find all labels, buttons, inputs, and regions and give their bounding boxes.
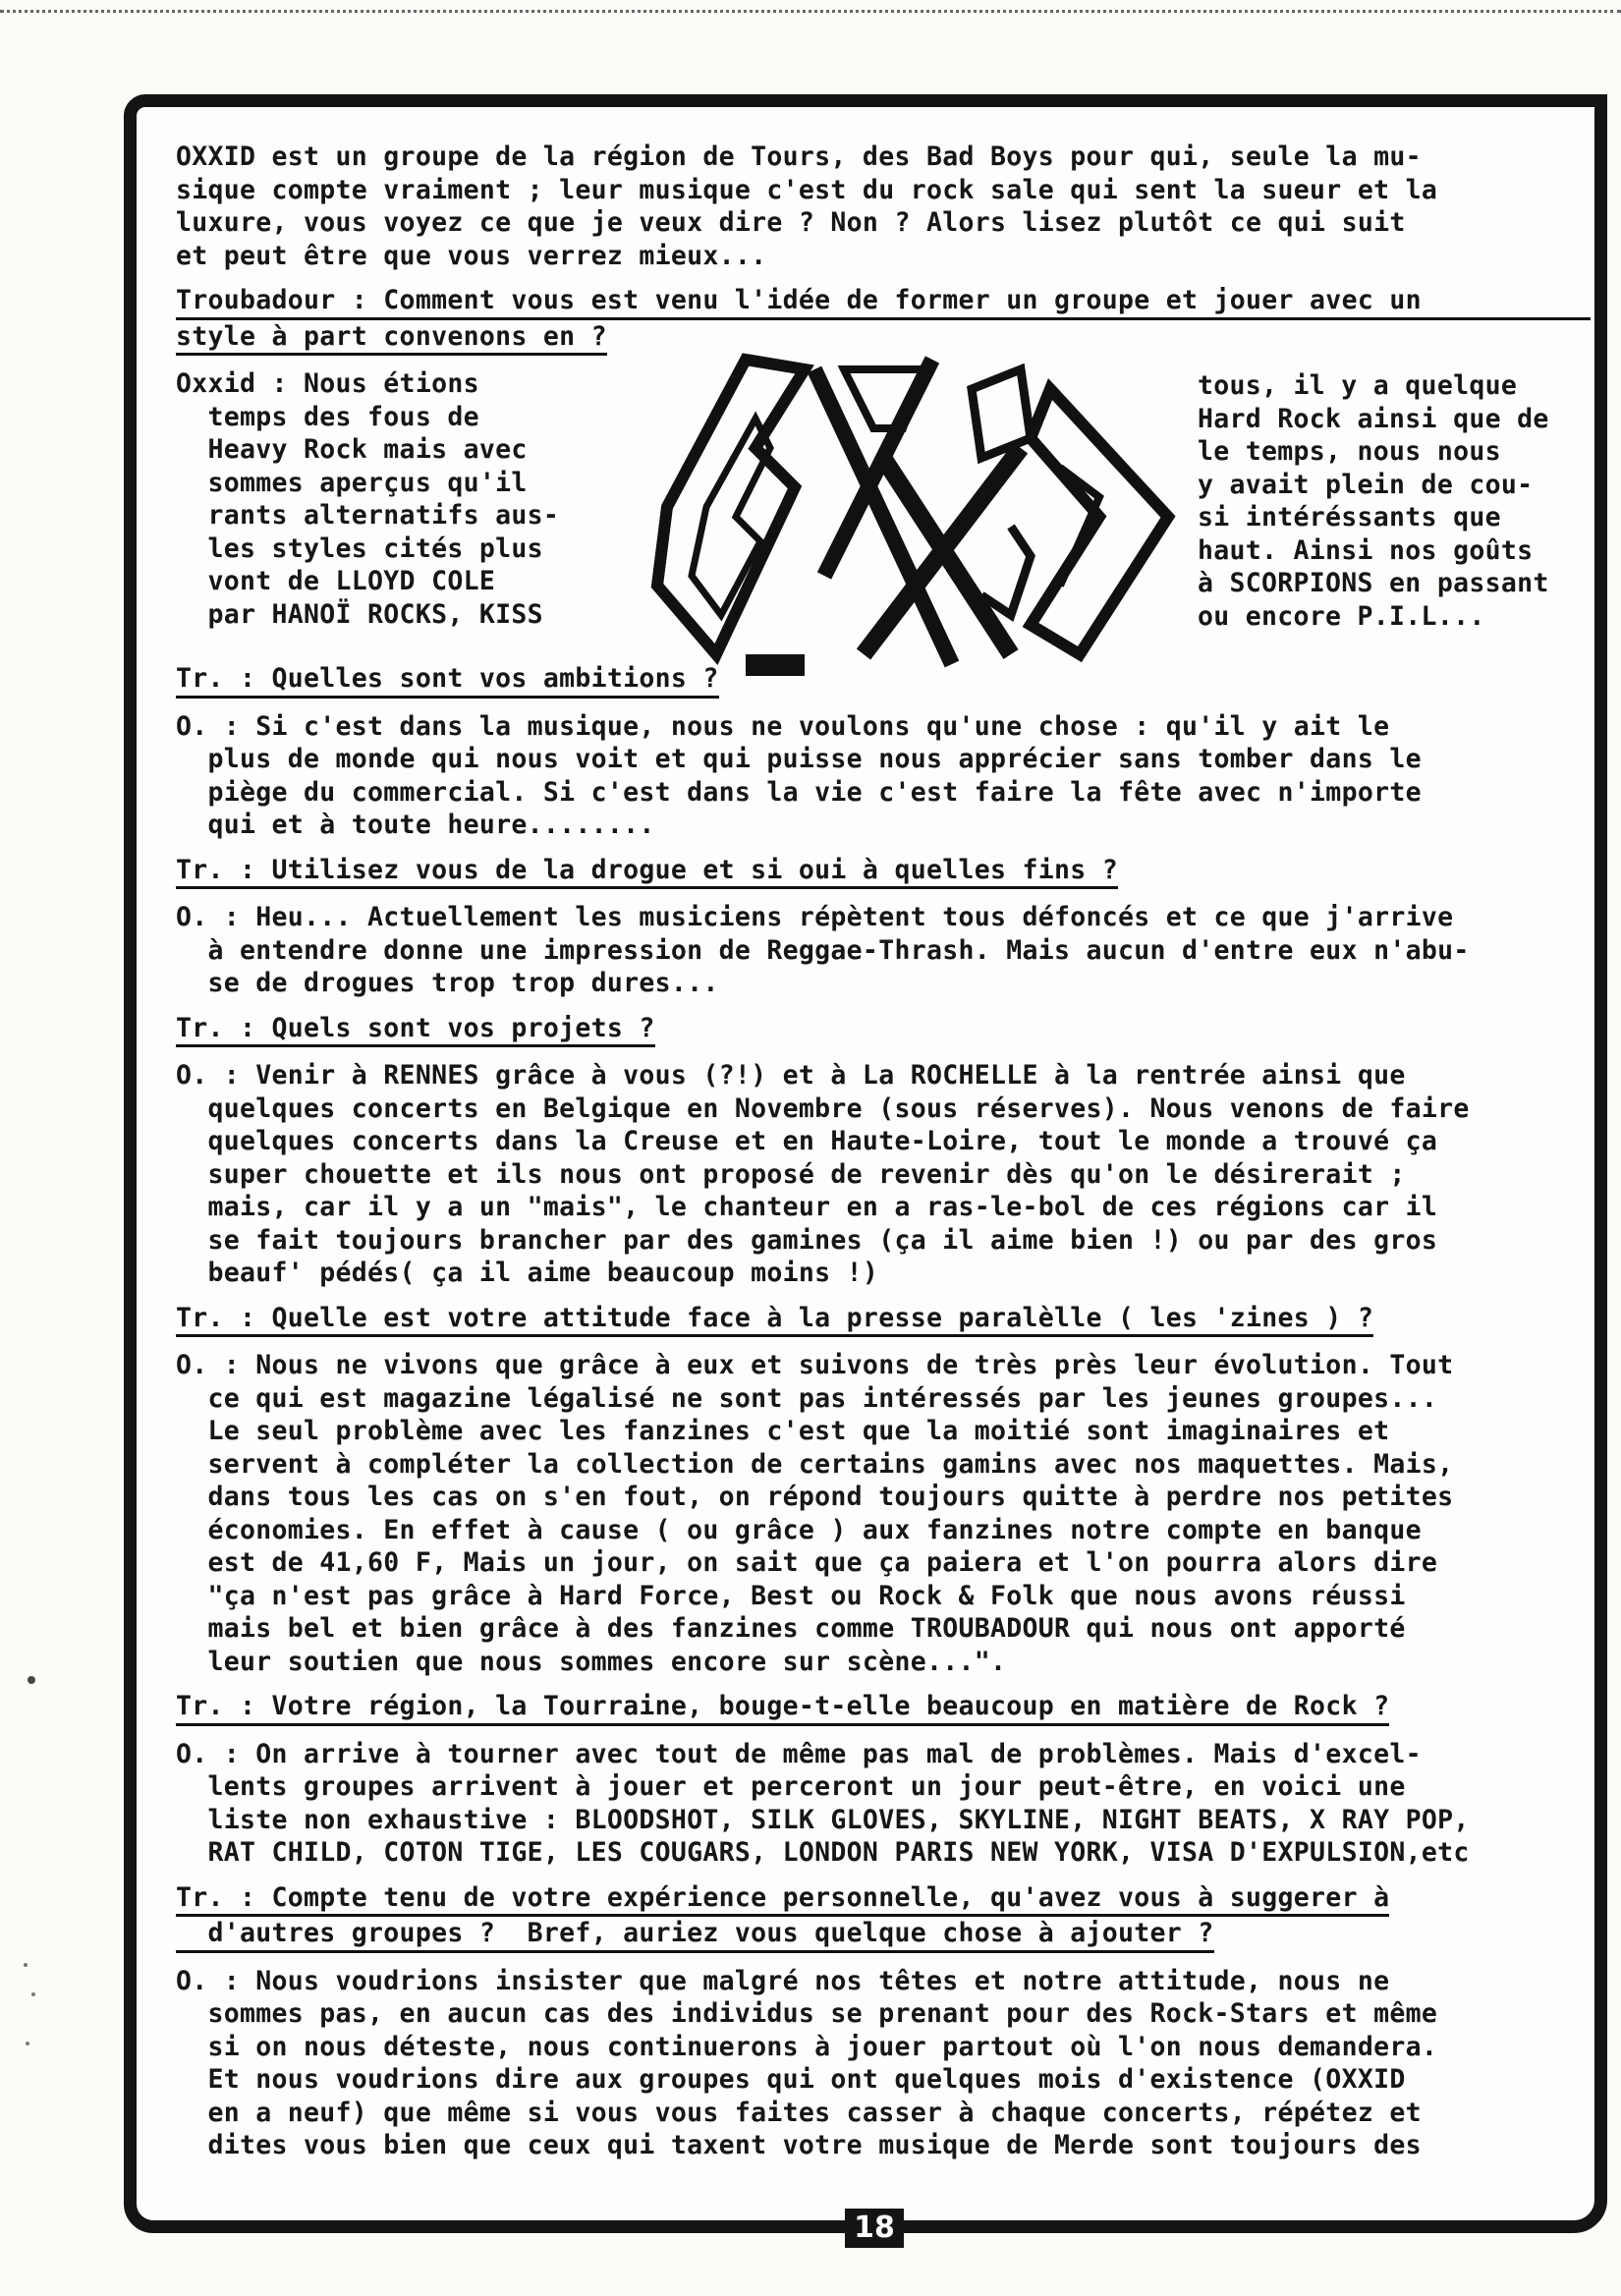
answer-line: en a neuf) que même si vous vous faites casser à chaque concerts, répétez et xyxy=(176,2097,1422,2128)
intro-line: et peut être que vous verrez mieux... xyxy=(176,240,767,271)
article-body xyxy=(176,140,1591,2162)
answer-line: quelques concerts en Belgique en Novembre (sous réserves). Nous venons de faire xyxy=(176,1092,1470,1124)
answer-line: ou encore P.I.L... xyxy=(1198,600,1485,632)
answer-line: Hard Rock ainsi que de xyxy=(1198,403,1549,434)
answer-line: si intéréssants que xyxy=(1198,502,1501,532)
answer-1-with-logo xyxy=(176,367,1591,662)
answer-line: O. : Heu... Actuellement les musiciens répètent tous défoncés et ce que j'arrive xyxy=(176,902,1454,932)
logo-letter-d xyxy=(1031,389,1168,654)
logo-letter-x2 xyxy=(864,448,1021,654)
question-4: Tr. : Quels sont vos projets ? xyxy=(176,1012,655,1048)
question-5: Tr. : Quelle est votre attitude face à la presse paralèlle ( les 'zines ) ? xyxy=(176,1302,1373,1338)
answer-6 xyxy=(176,1738,1591,1870)
answer-line: piège du commercial. Si c'est dans la vie c'est faire la fête avec n'importe xyxy=(176,776,1422,808)
answer-line: vont de LLOYD COLE xyxy=(176,566,496,596)
answer-line: le temps, nous nous xyxy=(1198,436,1501,467)
answer-line: dites vous bien que ceux qui taxent votre musique de Merde sont toujours des xyxy=(176,2130,1422,2160)
intro-paragraph xyxy=(176,140,1591,272)
answer-line: y avait plein de cou- xyxy=(1198,469,1534,500)
answer-line: se fait toujours brancher par des gamines (ça il aime bien !) ou par des gros xyxy=(176,1224,1438,1256)
question-3: Tr. : Utilisez vous de la drogue et si oui à quelles fins ? xyxy=(176,854,1118,890)
answer-3 xyxy=(176,901,1591,1000)
answer-line: Le seul problème avec les fanzines c'est que la moitié sont imaginaires et xyxy=(176,1416,1390,1446)
intro-line: OXXID est un groupe de la région de Tours, des Bad Boys pour qui, seule la mu- xyxy=(176,141,1422,172)
answer-line: par HANOÏ ROCKS, KISS xyxy=(176,598,543,630)
answer-line: sommes pas, en aucun cas des individus se prenant pour des Rock-Stars et même xyxy=(176,1998,1438,2029)
answer-line: temps des fous de xyxy=(176,401,479,432)
answer-line: est de 41,60 F, Mais un jour, on sait que ça paiera et l'on pourra alors dire xyxy=(176,1547,1438,1578)
answer-line: mais, car il y a un "mais", le chanteur en a ras-le-bol de ces régions car il xyxy=(176,1192,1438,1222)
logo-underbar xyxy=(746,654,805,676)
answer-line: les styles cités plus xyxy=(176,532,543,564)
answer-line: qui et à toute heure........ xyxy=(176,810,655,840)
answer-5 xyxy=(176,1349,1591,1678)
answer-line: O. : Nous ne vivons que grâce à eux et suivons de très près leur évolution. Tout xyxy=(176,1350,1454,1380)
answer-line: ce qui est magazine légalisé ne sont pas intéressés par les jeunes groupes... xyxy=(176,1382,1438,1414)
answer-line: à SCORPIONS en passant xyxy=(1198,568,1549,598)
scan-edge-line xyxy=(0,10,1621,13)
answer-line: rants alternatifs aus- xyxy=(176,500,560,531)
answer-line: se de drogues trop trop dures... xyxy=(176,968,719,998)
question-line: style à part convenons en ? xyxy=(176,320,607,357)
answer-line: beauf' pédés( ça il aime beaucoup moins !) xyxy=(176,1258,879,1288)
logo-letter-i xyxy=(972,369,1031,458)
answer-line: mais bel et bien grâce à des fanzines comme TROUBADOUR qui nous ont apporté xyxy=(176,1613,1406,1644)
answer-line: RAT CHILD, COTON TIGE, LES COUGARS, LONDON PARIS NEW YORK, VISA D'EXPULSION,etc xyxy=(176,1837,1470,1868)
answer-line: O. : Si c'est dans la musique, nous ne voulons qu'une chose : qu'il y ait le xyxy=(176,710,1390,742)
answer-line: à entendre donne une impression de Reggae-Thrash. Mais aucun d'entre eux n'abu- xyxy=(176,934,1470,966)
answer-2 xyxy=(176,710,1591,842)
answer-line: sommes aperçus qu'il xyxy=(176,467,528,498)
answer-line: lents groupes arrivent à jouer et perceront un jour peut-être, en voici une xyxy=(176,1771,1406,1802)
answer-line: super chouette et ils nous ont proposé de revenir dès qu'on le désirerait ; xyxy=(176,1158,1406,1190)
question-6: Tr. : Votre région, la Tourraine, bouge-t-elle beaucoup en matière de Rock ? xyxy=(176,1690,1389,1726)
question-2: Tr. : Quelles sont vos ambitions ? xyxy=(176,662,719,699)
question-7 xyxy=(176,1881,1591,1953)
question-line: d'autres groupes ? Bref, auriez vous quelque chose à ajouter ? xyxy=(176,1917,1214,1953)
logo-fragment xyxy=(981,527,1031,615)
answer-line: O. : On arrive à tourner avec tout de même pas mal de problèmes. Mais d'excel- xyxy=(176,1738,1422,1769)
intro-line: sique compte vraiment ; leur musique c'est du rock sale qui sent la sueur et la xyxy=(176,174,1438,205)
scan-speckles xyxy=(20,1670,49,2083)
answer-line: plus de monde qui nous voit et qui puisse nous apprécier sans tomber dans le xyxy=(176,744,1422,774)
answer-line: Oxxid : Nous étions xyxy=(176,368,479,399)
answer-line: quelques concerts dans la Creuse et en Haute-Loire, tout le monde a trouvé ça xyxy=(176,1126,1438,1156)
answer-line: tous, il y a quelque xyxy=(1198,370,1518,401)
page-number: 18 xyxy=(845,2209,904,2248)
oxxid-logo xyxy=(638,330,1188,713)
answer-1-left-column xyxy=(176,367,588,631)
answer-line: économies. En effet à cause ( ou grâce ) aux fanzines notre compte en banque xyxy=(176,1514,1422,1545)
answer-4 xyxy=(176,1059,1591,1290)
answer-line: O. : Nous voudrions insister que malgré nos têtes et notre attitude, nous ne xyxy=(176,1965,1390,1996)
answer-line: haut. Ainsi nos goûts xyxy=(1198,534,1534,566)
page-frame xyxy=(124,94,1607,2233)
answer-line: Et nous voudrions dire aux groupes qui ont quelques mois d'existence (OXXID xyxy=(176,2064,1406,2095)
answer-line: servent à compléter la collection de certains gamins avec nos maquettes. Mais, xyxy=(176,1448,1454,1480)
intro-line: luxure, vous voyez ce que je veux dire ? Non ? Alors lisez plutôt ce qui suit xyxy=(176,207,1406,238)
answer-line: Heavy Rock mais avec xyxy=(176,434,528,465)
answer-7 xyxy=(176,1965,1591,2162)
answer-line: liste non exhaustive : BLOODSHOT, SILK GLOVES, SKYLINE, NIGHT BEATS, X RAY POP, xyxy=(176,1804,1470,1835)
answer-line: si on nous déteste, nous continuerons à jouer partout où l'on nous demandera. xyxy=(176,2031,1438,2062)
logo-letter-o xyxy=(657,360,805,654)
answer-line: O. : Venir à RENNES grâce à vous (?!) et à La ROCHELLE à la rentrée ainsi que xyxy=(176,1060,1406,1091)
answer-line: leur soutien que nous sommes encore sur scène...". xyxy=(176,1646,1007,1677)
answer-line: "ça n'est pas grâce à Hard Force, Best ou Rock & Folk que nous avons réussi xyxy=(176,1580,1406,1611)
answer-1-right-column xyxy=(1198,369,1610,633)
question-line: Troubadour : Comment vous est venu l'idée de former un groupe et jouer avec un xyxy=(176,284,1591,320)
answer-line: dans tous les cas on s'en fout, on répond toujours quitte à perdre nos petites xyxy=(176,1482,1454,1512)
question-line: Tr. : Compte tenu de votre expérience personnelle, qu'avez vous à suggerer à xyxy=(176,1881,1389,1918)
